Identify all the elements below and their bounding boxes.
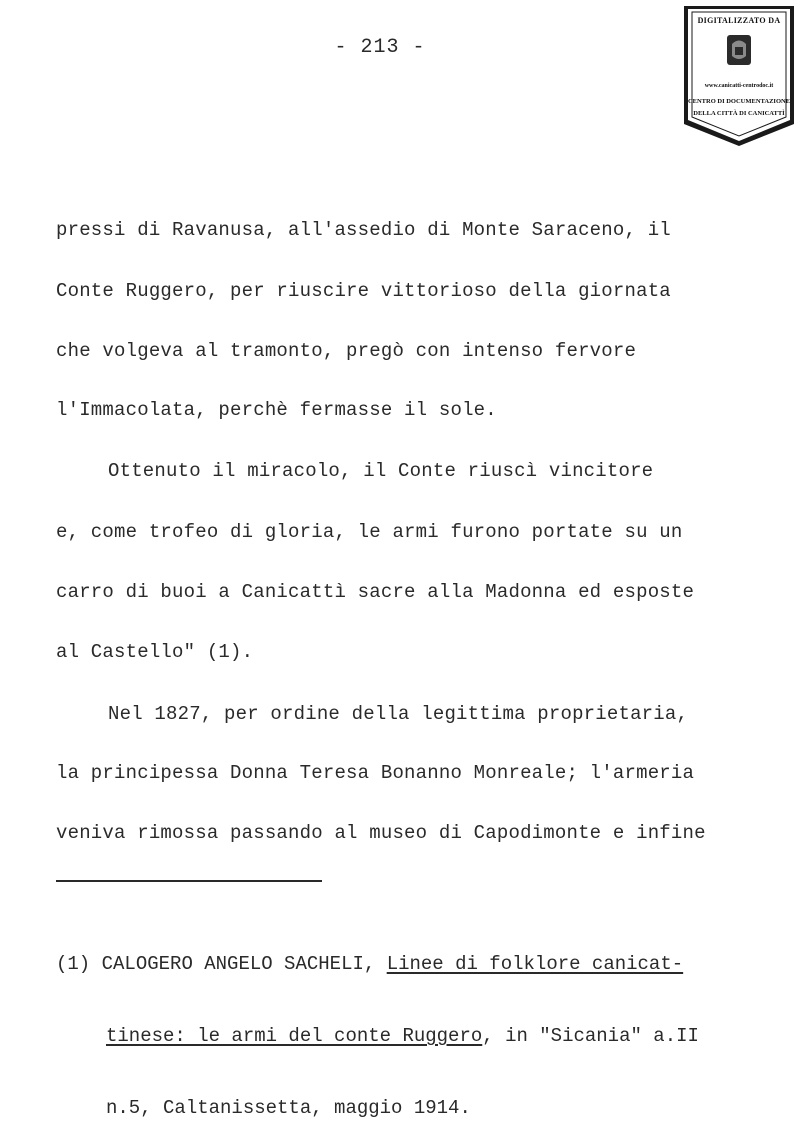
body-line: Conte Ruggero, per riuscire vittorioso della giornata: [56, 280, 671, 302]
coat-of-arms-icon: [727, 35, 751, 65]
footnote-marker: (1): [56, 953, 91, 975]
footnote-line-3: n.5, Caltanissetta, maggio 1914.: [106, 1097, 471, 1119]
footnote-after-title: , in "Sicania" a.II: [482, 1025, 699, 1047]
footnote-line-1: [56, 952, 776, 976]
footnote-line-2: [56, 1024, 776, 1048]
body-line: e, come trofeo di gloria, le armi furono portate su un: [56, 521, 683, 543]
body-line: Nel 1827, per ordine della legittima proprietaria,: [108, 703, 689, 725]
body-line: pressi di Ravanusa, all'assedio di Monte Saraceno, il: [56, 219, 671, 241]
footnote-author: CALOGERO ANGELO SACHELI,: [101, 953, 376, 975]
stamp-org-line-1: CENTRO DI DOCUMENTAZIONE: [687, 98, 791, 105]
body-line: al Castello" (1).: [56, 641, 254, 663]
body-line: la principessa Donna Teresa Bonanno Monreale; l'armeria: [56, 762, 695, 784]
stamp-badge-shape: [680, 4, 798, 150]
body-line: Ottenuto il miracolo, il Conte riuscì vincitore: [108, 460, 654, 482]
digitization-stamp: [680, 4, 798, 150]
footnote-title-part-1: Linee di folklore canicat-: [386, 953, 684, 975]
footnote: [56, 904, 776, 1144]
body-line: che volgeva al tramonto, pregò con intenso fervore: [56, 340, 637, 362]
footnote-title-part-2: tinese: le armi del conte Ruggero: [106, 1025, 483, 1047]
stamp-url: www.canicatti-centrodoc.it: [704, 83, 774, 89]
body-line: veniva rimossa passando al museo di Capodimonte e infine: [56, 822, 706, 844]
stamp-title: DIGITALIZZATO DA: [697, 16, 781, 25]
footnote-divider: [56, 880, 322, 882]
page-number: - 213 -: [334, 36, 426, 59]
stamp-org-line-2: DELLA CITTÀ DI CANICATTÌ: [693, 110, 785, 117]
body-line: l'Immacolata, perchè fermasse il sole.: [56, 399, 497, 421]
body-line: carro di buoi a Canicattì sacre alla Madonna ed esposte: [56, 581, 695, 603]
